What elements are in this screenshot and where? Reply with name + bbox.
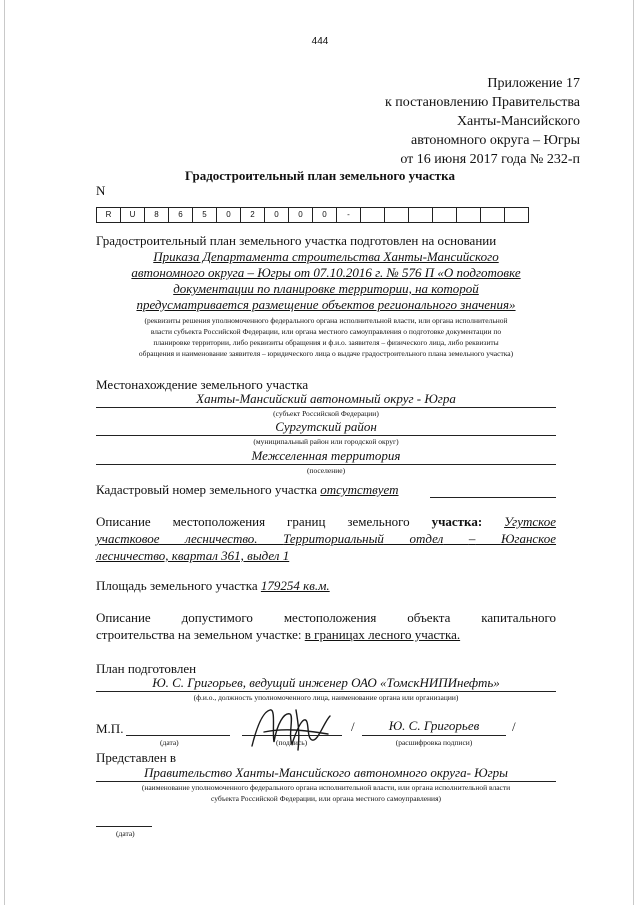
signature-caption: (подпись) xyxy=(276,738,308,747)
location-district-caption: (муниципальный район или городской округ) xyxy=(253,437,399,446)
appendix-block xyxy=(385,74,580,169)
left-scan-edge xyxy=(4,0,5,905)
basis-intro: Градостроительный план земельного участка подготовлен на основании xyxy=(96,233,497,248)
cadastral-underline xyxy=(430,497,556,498)
permitted-w1: Описание xyxy=(96,610,151,625)
plan-number-cell: 8 xyxy=(145,207,169,223)
date-caption: (дата) xyxy=(160,738,179,747)
basis-note-line-2: власти субъекта Российской Федерации, или органа местного самоуправления о подготовке документации по xyxy=(150,327,502,336)
location-label: Местонахождение земельного участка xyxy=(96,377,309,392)
location-subject: Ханты-Мансийский автономный округ - Югра xyxy=(96,390,556,408)
location-subject-caption: (субъект Российской Федерации) xyxy=(273,409,379,418)
boundaries-value-3: лесничество, квартал 361, выдел 1 xyxy=(96,548,290,563)
plan-number-cell: 2 xyxy=(241,207,265,223)
boundaries-line-3 xyxy=(96,547,556,564)
slash-2: / xyxy=(512,719,516,734)
stamp-label: М.П. xyxy=(96,721,124,736)
area-row xyxy=(96,577,556,594)
boundaries-label-w1: Описание xyxy=(96,514,151,529)
cadastral-value: отсутствует xyxy=(320,482,399,497)
page-number: 444 xyxy=(311,36,329,47)
location-settlement: Межселенная территория xyxy=(96,447,556,465)
plan-number-cell: R xyxy=(97,207,121,223)
permitted-line-2 xyxy=(96,626,556,643)
plan-number-cell xyxy=(457,207,481,223)
plan-number-cell xyxy=(481,207,505,223)
basis-note-line-4: обращения и наименование заявителя – юридического лица о выдаче градостроительного плана земельного участка) xyxy=(138,349,514,358)
prepared-value: Ю. С. Григорьев, ведущий инженер ОАО «ТомскНИПИнефть» xyxy=(96,674,556,692)
location-district: Сургутский район xyxy=(96,418,556,436)
plan-number-cell: 0 xyxy=(265,207,289,223)
permitted-w2: допустимого xyxy=(181,610,253,625)
cadastral-row xyxy=(96,481,556,498)
date-line xyxy=(126,735,230,736)
area-value: 179254 кв.м. xyxy=(260,578,330,593)
plan-number-cell xyxy=(361,207,385,223)
plan-number-cell: - xyxy=(337,207,361,223)
plan-number-cell: 5 xyxy=(193,207,217,223)
signer-name: Ю. С. Григорьев xyxy=(362,718,506,736)
cadastral-label: Кадастровый номер земельного участка xyxy=(96,482,317,497)
basis-line-3: документации по планировке территории, на которой xyxy=(173,281,479,296)
appendix-line-3: Ханты-Мансийского xyxy=(456,114,580,129)
handwritten-signature xyxy=(244,702,340,754)
permitted-w5: капитального xyxy=(481,610,557,625)
plan-number-cell: U xyxy=(121,207,145,223)
plan-number-cell xyxy=(409,207,433,223)
boundaries-label-w4: земельного xyxy=(347,514,410,529)
permitted-line-1 xyxy=(96,609,556,626)
right-scan-edge xyxy=(633,0,634,905)
basis-line-2: автономного округа – Югры от 07.10.2016 г. № 576 П «О подготовке xyxy=(131,265,521,280)
basis-note xyxy=(96,315,556,359)
plan-number-cell: 6 xyxy=(169,207,193,223)
plan-number-cell xyxy=(505,207,529,223)
location-settlement-caption: (поселение) xyxy=(306,466,346,475)
appendix-line-1: Приложение 17 xyxy=(487,76,580,91)
signer-caption: (расшифровка подписи) xyxy=(395,738,473,747)
boundaries-value-2-w5: – xyxy=(468,531,476,546)
boundaries-label-w3: границ xyxy=(287,514,326,529)
number-label: N xyxy=(96,183,106,198)
prepared-label: План подготовлен xyxy=(96,661,197,676)
plan-number-cell xyxy=(433,207,457,223)
submitted-caption-line-2: субъекта Российской Федерации, или органа местного самоуправления) xyxy=(210,794,442,803)
boundaries-line-2 xyxy=(96,530,556,547)
submitted-value: Правительство Ханты-Мансийского автономного округа- Югры xyxy=(96,764,556,782)
permitted-line-2-text: строительства на земельном участке: xyxy=(96,627,302,642)
boundaries-value-2-w4: отдел xyxy=(409,531,444,546)
boundaries-value-2-w2: лесничество. xyxy=(185,531,258,546)
boundaries-value-1: Угутское xyxy=(504,514,557,529)
submitted-date-line xyxy=(96,826,152,827)
slash-1: / xyxy=(351,719,355,734)
plan-number-cell: 0 xyxy=(217,207,241,223)
area-label: Площадь земельного участка xyxy=(96,578,258,593)
plan-number-cell: 0 xyxy=(289,207,313,223)
permitted-w3: местоположения xyxy=(283,610,377,625)
boundaries-label-w5: участка: xyxy=(431,514,483,529)
permitted-value: в границах лесного участка. xyxy=(304,627,461,642)
boundaries-label-w2: местоположения xyxy=(172,514,266,529)
permitted-w4: объекта xyxy=(407,610,451,625)
plan-number-cell: 0 xyxy=(313,207,337,223)
boundaries-value-2-w6: Юганское xyxy=(500,531,557,546)
boundaries-value-2-w3: Территориальный xyxy=(283,531,384,546)
boundaries-line-1 xyxy=(96,513,556,530)
document-title: Градостроительный план земельного участка xyxy=(185,168,455,183)
basis-line-4: предусматривается размещение объектов регионального значения» xyxy=(136,297,516,312)
basis-note-line-3: планировке территории, либо реквизиты обращения и ф.и.о. заявителя – физического лица, либо реквизиты xyxy=(153,338,499,347)
appendix-line-5: от 16 июня 2017 года № 232-п xyxy=(400,152,580,167)
basis-line-1: Приказа Департамента строительства Ханты-Мансийского xyxy=(153,249,499,264)
submitted-caption-line-1: (наименование уполномоченного федерального органа исполнительной власти, или органа исполнительной власти xyxy=(141,783,511,792)
submitted-date-caption: (дата) xyxy=(116,829,135,838)
submitted-caption xyxy=(96,782,556,804)
boundaries-value-2-w1: участковое xyxy=(96,531,160,546)
prepared-caption: (ф.и.о., должность уполномоченного лица, наименование органа или организации) xyxy=(193,693,459,702)
plan-number-grid xyxy=(96,207,529,223)
appendix-line-2: к постановлению Правительства xyxy=(384,95,580,110)
submitted-label: Представлен в xyxy=(96,750,177,765)
appendix-line-4: автономного округа – Югры xyxy=(411,133,580,148)
basis-note-line-1: (реквизиты решения уполномоченного федерального органа исполнительной власти, или органа исполнительной xyxy=(144,316,508,325)
plan-number-cell xyxy=(385,207,409,223)
